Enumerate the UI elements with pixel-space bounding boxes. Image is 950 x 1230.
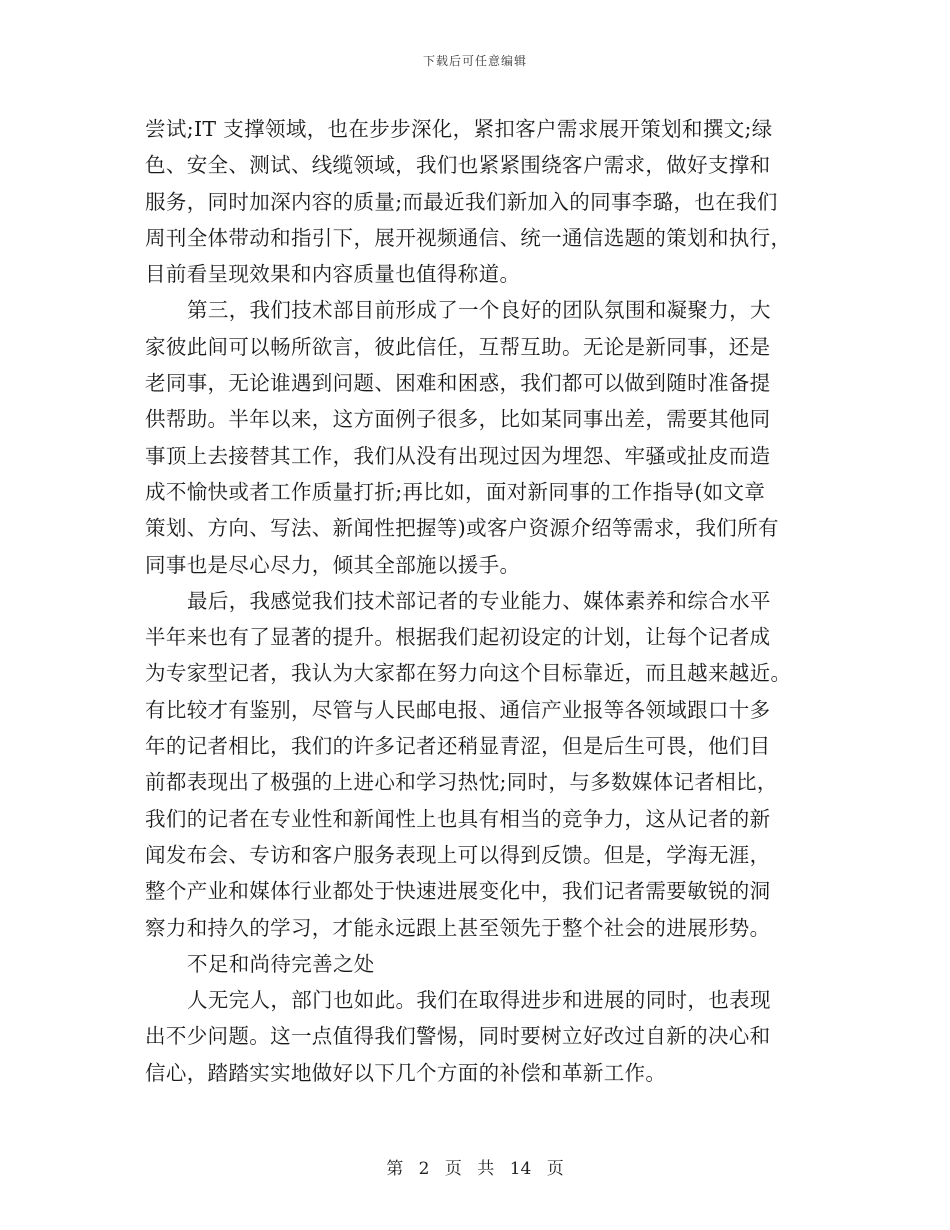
footer-prefix: 第 [386,1159,404,1179]
document-body [145,111,805,1091]
text-line: 我们的记者在专业性和新闻性上也具有相当的竞争力，这从记者的新 [145,806,771,831]
text-line: 策划、方向、写法、新闻性把握等)或客户资源介绍等需求，我们所有 [145,516,779,541]
text-line: 尝试;IT 支撑领域，也在步步深化，紧扣客户需求展开策划和撰文;绿 [145,117,773,141]
paragraph-start: 最后，我感觉我们技术部记者的专业能力、媒体素养和综合水平 [187,588,771,613]
text-line: 出不少问题。这一点值得我们警惕，同时要树立好改过自新的决心和 [145,1024,771,1049]
text-line: 闻发布会、专访和客户服务表现上可以得到反馈。但是，学海无涯， [145,842,771,867]
text-line: 目前看呈现效果和内容质量也值得称道。 [145,262,521,287]
current-page-number: 2 [418,1159,430,1179]
text-line: 年的记者相比，我们的许多记者还稍显青涩，但是后生可畏，他们目 [145,734,771,759]
text-line: 周刊全体带动和指引下，展开视频通信、统一通信选题的策划和执行， [145,225,792,250]
section-heading: 不足和尚待完善之处 [187,951,375,976]
paragraph-start: 人无完人，部门也如此。我们在取得进步和进展的同时，也表现 [187,988,771,1013]
text-line: 半年来也有了显著的提升。根据我们起初设定的计划，让每个记者成 [145,625,771,650]
text-line: 家彼此间可以畅所欲言，彼此信任，互帮互助。无论是新同事，还是 [145,334,771,359]
text-line: 事顶上去接替其工作，我们从没有出现过因为埋怨、牢骚或扯皮而造 [145,443,771,468]
text-line: 前都表现出了极强的上进心和学习热忱;同时，与多数媒体记者相比， [145,770,778,795]
text-line: 有比较才有鉴别，尽管与人民邮电报、通信产业报等各领域跟口十多 [145,697,771,722]
text-line: 成不愉快或者工作质量打折;再比如，面对新同事的工作指导(如文章 [145,479,766,504]
total-pages-number: 14 [509,1159,532,1179]
page-header: 下载后可任意编辑 [422,54,527,68]
text-line: 供帮助。半年以来，这方面例子很多，比如某同事出差，需要其他同 [145,407,771,432]
page-footer [0,1154,950,1179]
text-line: 老同事，无论谁遇到问题、困难和困惑，我们都可以做到随时准备提 [145,371,771,396]
footer-total-prefix: 共 [477,1159,495,1179]
text-line: 信心，踏踏实实地做好以下几个方面的补偿和革新工作。 [145,1060,667,1085]
footer-suffix: 页 [546,1159,564,1179]
footer-page-char: 页 [444,1159,462,1179]
text-line: 整个产业和媒体行业都处于快速进展变化中，我们记者需要敏锐的洞 [145,879,771,904]
text-line: 服务，同时加深内容的质量;而最近我们新加入的同事李璐，也在我们 [145,189,778,214]
text-line: 同事也是尽心尽力，倾其全部施以援手。 [145,552,521,577]
paragraph-start: 第三，我们技术部目前形成了一个良好的团队氛围和凝聚力，大 [187,298,771,323]
text-line: 察力和持久的学习，才能永远跟上甚至领先于整个社会的进展形势。 [145,915,771,940]
text-line: 为专家型记者，我认为大家都在努力向这个目标靠近，而且越来越近。 [145,661,792,686]
text-line: 色、安全、测试、线缆领域，我们也紧紧围绕客户需求，做好支撑和 [145,153,771,178]
